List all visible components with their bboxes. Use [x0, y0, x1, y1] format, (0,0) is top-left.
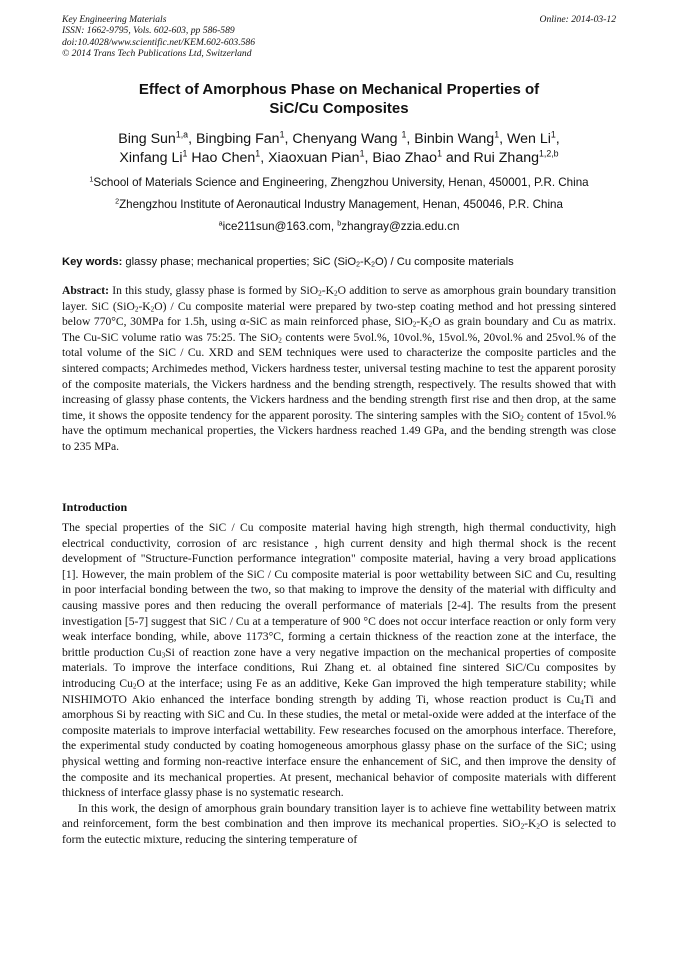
subscript: 2	[132, 682, 137, 691]
abstract-text: In this study, glassy phase is formed by SiO	[109, 284, 319, 297]
abstract-text: -K	[416, 315, 429, 329]
paragraph-text: Si of reaction zone have a very negative impaction on the mechanical properties of composite materials. To improve the interface conditions, Rui Zhang et. al obtained fine sintered SiC/Cu composites by introducing Cu	[62, 645, 617, 690]
keywords-text: glassy phase; mechanical properties; SiC (SiO	[122, 256, 357, 268]
subscript: 2	[333, 289, 338, 298]
keywords-label: Key words:	[62, 256, 123, 268]
paragraph-text: In this work, the design of amorphous grain boundary transition layer is to achieve fine wettability between matrix and reinforcement, form the best combination and then improve its mechanical properties. SiO	[62, 801, 616, 831]
journal-info	[62, 14, 616, 60]
abstract-text: O) / Cu composite material were prepared by two-step coating method and hot pressing sintered below 770°C, 30MPa for 1.5h, using α-SiC as main reinforced phase, SiO	[62, 299, 617, 329]
journal-doi: doi:10.4028/www.scientific.net/KEM.602-603.586	[62, 36, 256, 48]
author-affil-mark: 1	[182, 148, 188, 159]
keywords	[62, 255, 616, 269]
abstract-text: O as grain boundary and Cu as matrix. The Cu-SiC volume ratio was 75:25. The SiO	[62, 315, 616, 344]
subscript: 2	[412, 320, 417, 329]
author: Bingbing Fan	[195, 131, 280, 147]
journal-header	[62, 14, 616, 60]
paragraph-text: Ti and amorphous Si by reacting with SiC and Cu. In these studies, the metal or metal-oxide were added at the interface of the composite materials to improve interfacial wettability. Few researches focused on the amorphous interface. Therefore, the experimental study conducted by coating homogeneous amorphous glassy phase on the surface of the SiC; using physical wetting and forming non-reactive interface ensure the enhancement of SiC, and then improve the density of the composite and its mechanical properties. At present, mechanical behavior of composite materials with different thickness of interface glassy phase is no systematic research.	[62, 692, 616, 800]
author: Chenyang Wang	[292, 131, 402, 147]
author-conjunction: and	[441, 150, 474, 166]
subscript: 2	[278, 336, 282, 345]
subscript: 2	[520, 414, 524, 423]
subscript: 2	[520, 822, 525, 831]
abstract-text: -K	[321, 284, 334, 297]
subscript: 3	[161, 651, 166, 660]
journal-issn: ISSN: 1662-9795, Vols. 602-603, pp 586-589	[62, 25, 235, 37]
subscript: 2	[150, 305, 155, 314]
keywords-text: O) / Cu composite materials	[375, 256, 514, 268]
intro-paragraph-2	[62, 801, 616, 848]
subscript: 4	[580, 698, 584, 707]
author-affil-mark: 1	[279, 129, 285, 140]
author-affil-mark: 1,a	[175, 129, 189, 140]
author-affil-mark: 1	[494, 129, 500, 140]
introduction-body	[62, 520, 616, 847]
subscript: 2	[356, 261, 360, 269]
author-affil-mark: 1	[255, 148, 261, 159]
online-date: Online: 2014-03-12	[539, 14, 616, 25]
intro-paragraph-1	[62, 520, 616, 801]
abstract-text: -K	[138, 299, 151, 313]
paragraph-text: O is selected to form the eutectic mixture, reducing the sintering temperature of	[62, 817, 616, 846]
affiliation-1	[62, 176, 616, 190]
author: Wen Li	[506, 131, 551, 147]
author-affil-mark: 1	[401, 129, 407, 140]
affiliation-text: Zhengzhou Institute of Aeronautical Industry Management, Henan, 450046, P.R. China	[119, 198, 563, 211]
author: Biao Zhao	[372, 150, 438, 166]
abstract-text: contents were 5vol.%, 10vol.%, 15vol.%, 20vol.% and 25vol.% of the total volume of the SiC / Cu. XRD and SEM techniques were used to characterize the composite particles and the sintered compacts; Archimedes method, Vickers hardness tester, universal testing machine to test the apparent porosity of the composite materials, the Vickers hardness and the bending strength, respectively. The results showed that with increasing of glassy phase contents, the Vickers hardness and the bending strength first rise and then drop, at the same time, it shows the opposite tendency for the apparent porosity. The sintering samples with the SiO	[62, 330, 616, 422]
abstract-text: content of 15vol.% have the optimum mechanical properties, the Vickers hardness reached 1.49 GPa, and the bending strength was close to 235 MPa.	[62, 408, 616, 453]
abstract	[62, 283, 616, 455]
affiliation-text: School of Materials Science and Engineering, Zhengzhou University, Henan, 450001, P.R. China	[93, 176, 589, 189]
author-affil-mark: 1	[437, 148, 442, 159]
subscript: 2	[428, 320, 433, 329]
affiliation-mark: 2	[115, 196, 120, 206]
abstract-label: Abstract:	[62, 284, 110, 297]
paper-title	[62, 80, 616, 118]
journal-copyright: © 2014 Trans Tech Publications Ltd, Switzerland	[62, 48, 252, 60]
author-emails	[62, 220, 616, 234]
affiliation-mark: 1	[89, 174, 94, 184]
section-heading-introduction: Introduction	[62, 500, 128, 514]
author: Binbin Wang	[414, 131, 495, 147]
email-link[interactable]: zhangray@zzia.edu.cn	[341, 220, 460, 233]
author-affil-mark: 1	[550, 129, 556, 140]
author-affil-mark: 1	[359, 148, 365, 159]
author-affil-mark: 1,2,b	[539, 148, 559, 159]
paragraph-text: The special properties of the SiC / Cu composite material having high strength, high thermal conductivity, high electrical conductivity, corrosion of arc resistance , high current density and high thermal shock is the recent development of "Structure-Function performance integration" composite material, having a very broad applications [1]. However, the main problem of the SiC / Cu composite material is poor wettability between SiC and Cu, resulting in poor interfacial bonding between the two, so that making to improve the density of the material with difficulty and causing massive pores and then reducing the overall performance of materials [2-4]. The results from the present investigation [5-7] suggest that SiC / Cu at a temperature of 900 °C does not occur interface reaction or only form very weak interface bonding, while, above 1173°C, forming a certain thickness of the reaction zone at the interface, the brittle production Cu	[62, 521, 616, 659]
abstract-text: O addition to serve as amorphous grain boundary transition layer. SiC (SiO	[62, 284, 616, 313]
author: Xiaoxuan Pian	[268, 150, 360, 166]
subscript: 2	[536, 822, 540, 831]
author: Bing Sun	[118, 131, 176, 147]
paragraph-text: -K	[524, 817, 537, 831]
email-mark: a	[218, 218, 223, 228]
affiliation-2	[62, 198, 616, 212]
title-line-1: Effect of Amorphous Phase on Mechanical Properties of	[138, 81, 540, 98]
paragraph-text: O at the interface; using Fe as an additive, Keke Gan improved the high temperature stability; while NISHIMOTO Akio enhanced the interface bonding strength by adding Ti, whose reaction product is Cu	[62, 676, 616, 706]
subscript: 2	[318, 289, 322, 298]
author-list: Bing Sun$^{1,a}$, Bingbing Fan$^1$, Chenyang Wang $^1$, Binbin Wang$^1$, Wen Li$^1$, Xinfang Li$^1$ Hao Chen$^1$, Xiaoxuan Pian$^1$, Biao Zhao$^1$ and Rui Zhang$^{1,2,b}$	[118, 129, 560, 166]
author: Hao Chen	[191, 150, 256, 166]
email-link[interactable]: ice211sun@163.com,	[222, 220, 338, 233]
title-line-2: SiC/Cu Composites	[269, 100, 409, 117]
email-mark: b	[337, 218, 342, 228]
subscript: 2	[371, 261, 376, 269]
author: Xinfang Li	[119, 150, 183, 166]
author: Rui Zhang	[473, 150, 539, 166]
subscript: 2	[134, 305, 139, 314]
journal-name: Key Engineering Materials	[62, 14, 167, 25]
keywords-text: -K	[359, 256, 372, 268]
